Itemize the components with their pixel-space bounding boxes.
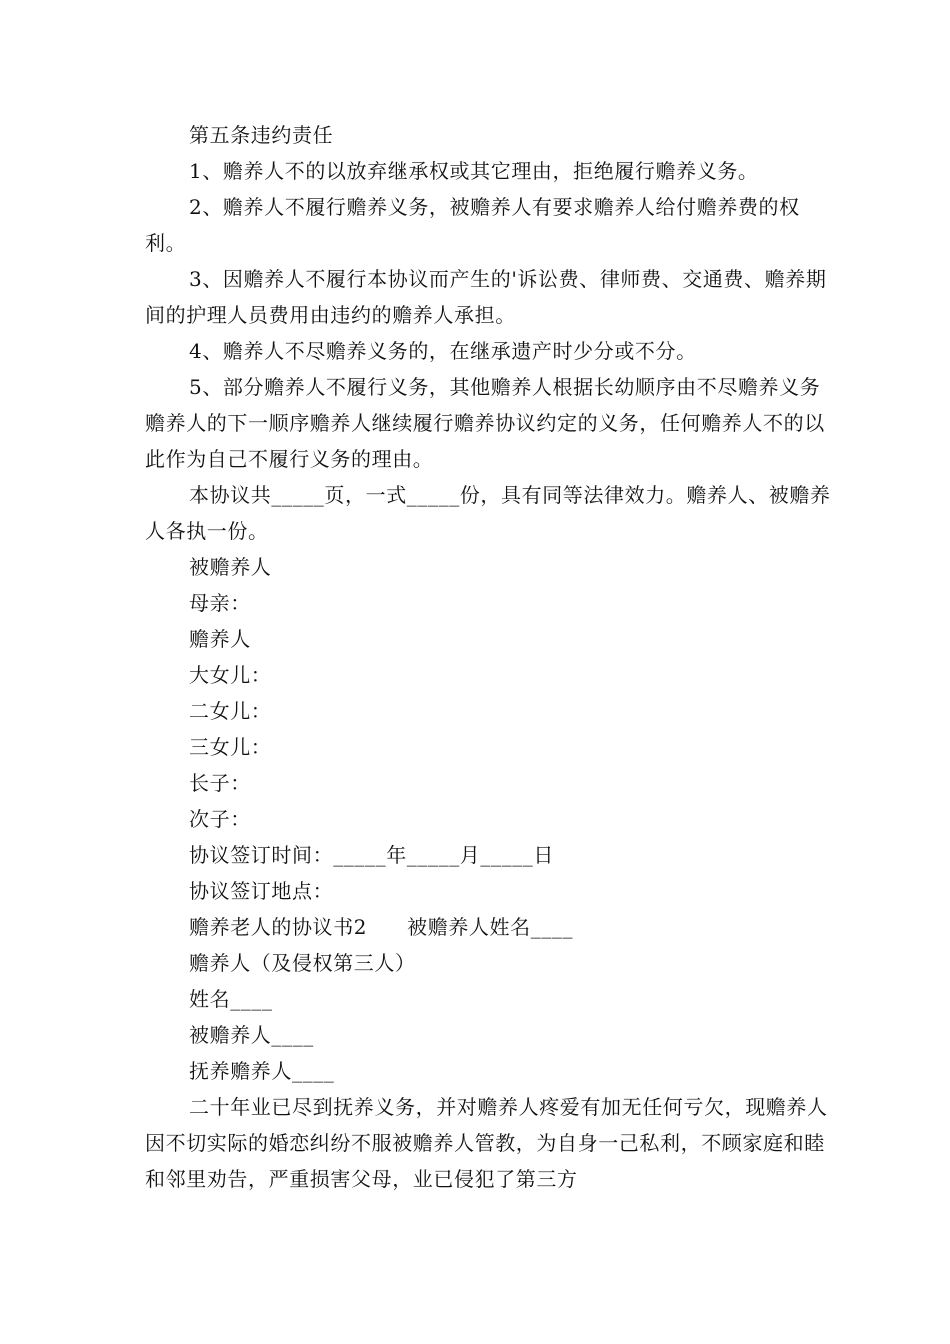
eldest-daughter-label: 大女儿：	[189, 663, 272, 687]
sign-time: 协议签订时间：_____年_____月_____日	[189, 843, 554, 867]
third-daughter-label: 三女儿：	[189, 735, 272, 759]
clause-5: 5、部分赡养人不履行义务，其他赡养人根据长幼顺序由不尽赡养义务赡养人的下一顺序赡养人继续履行赡养协议约定的义务，任何赡养人不的以此作为自己不履行义务的理由。	[145, 375, 825, 471]
clause-2: 2、赡养人不履行赡养义务，被赡养人有要求赡养人给付赡养费的权利。	[145, 195, 800, 255]
document-body	[145, 117, 835, 1197]
supporter-third-party: 赡养人（及侵权第三人）	[189, 951, 416, 975]
supported-field: 被赡养人____	[189, 1023, 314, 1047]
second-daughter-label: 二女儿：	[189, 699, 272, 723]
supported-party-label: 被赡养人	[189, 555, 272, 579]
clause-1: 1、赡养人不的以放弃继承权或其它理由，拒绝履行赡养义务。	[189, 159, 759, 183]
clause-4: 4、赡养人不尽赡养义务的，在继承遗产时少分或不分。	[189, 339, 697, 363]
eldest-son-label: 长子：	[189, 771, 251, 795]
agreement-2-title-line	[145, 909, 835, 945]
raising-supporter-field: 抚养赡养人____	[189, 1059, 335, 1083]
name-field: 姓名____	[189, 987, 273, 1011]
sign-place: 协议签订地点：	[189, 879, 334, 903]
body-paragraph: 二十年业已尽到抚养义务，并对赡养人疼爱有加无任何亏欠，现赡养人因不切实际的婚恋纠纷不服被赡养人管教，为自身一己私利，不顾家庭和睦和邻里劝告，严重损害父母，业已侵犯了第三方	[145, 1095, 828, 1191]
article-heading: 第五条违约责任	[189, 123, 334, 147]
copies-clause: 本协议共_____页，一式_____份，具有同等法律效力。赡养人、被赡养人各执一份。	[145, 483, 831, 543]
mother-label: 母亲：	[189, 591, 251, 615]
agreement-2-supported-name: 被赡养人姓名____	[407, 915, 574, 939]
clause-3: 3、因赡养人不履行本协议而产生的'诉讼费、律师费、交通费、赡养期间的护理人员费用由违约的赡养人承担。	[145, 267, 827, 327]
agreement-2-title: 赡养老人的协议书2	[189, 915, 368, 939]
second-son-label: 次子：	[189, 807, 251, 831]
supporter-label: 赡养人	[189, 627, 251, 651]
